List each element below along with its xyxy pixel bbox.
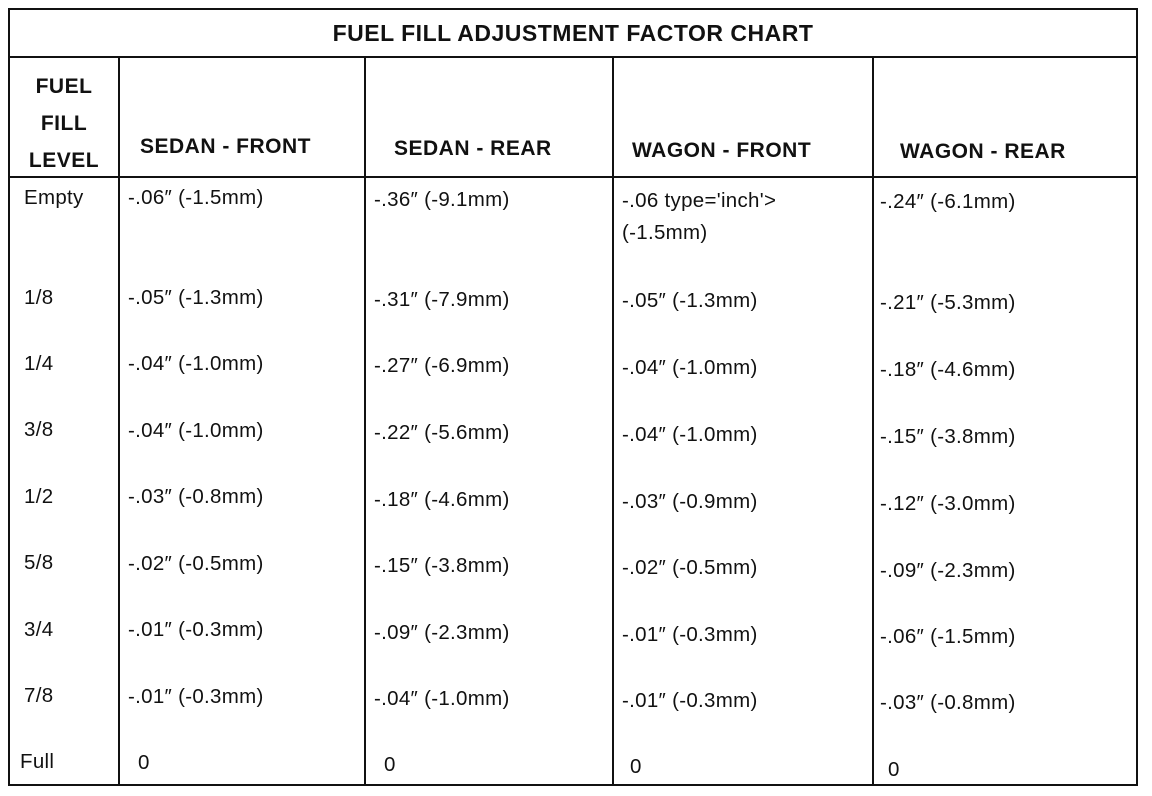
sedan-rear-cell: -.27″ (-6.9mm) [374,354,510,377]
wagon-front-cell: -.03″ (-0.9mm) [622,490,758,513]
header-level-line: FUEL [35,75,93,98]
wagon-rear-cell: -.24″ (-6.1mm) [880,190,1016,213]
wagon-rear-cell: -.06″ (-1.5mm) [880,625,1016,648]
wagon-front-cell: -.01″ (-0.3mm) [622,623,758,646]
sedan-rear-cell: -.09″ (-2.3mm) [374,621,510,644]
header-fuel-fill-level [14,68,114,179]
column-divider [118,58,120,784]
sedan-front-cell: -.04″ (-1.0mm) [128,419,264,442]
sedan-rear-cell: -.31″ (-7.9mm) [374,288,510,311]
level-cell: 3/4 [24,618,54,641]
sedan-rear-cell: -.04″ (-1.0mm) [374,687,510,710]
header-level-line: LEVEL [28,149,100,172]
wagon-rear-cell: -.21″ (-5.3mm) [880,291,1016,314]
sedan-front-cell: -.01″ (-0.3mm) [128,685,264,708]
chart-title: FUEL FILL ADJUSTMENT FACTOR CHART [10,10,1136,58]
wagon-front-cell-line: (-1.5mm) [622,221,708,244]
sedan-front-cell: -.02″ (-0.5mm) [128,552,264,575]
level-cell: 3/8 [24,418,54,441]
level-cell: 7/8 [24,684,54,707]
wagon-rear-cell: 0 [888,758,900,781]
wagon-rear-cell: -.09″ (-2.3mm) [880,559,1016,582]
wagon-front-cell: -.05″ (-1.3mm) [622,289,758,312]
header-wagon-front: WAGON - FRONT [632,139,812,162]
header-sedan-rear: SEDAN - REAR [394,137,552,160]
wagon-front-cell: -.04″ (-1.0mm) [622,423,758,446]
sedan-rear-cell: -.18″ (-4.6mm) [374,488,510,511]
column-divider [612,58,614,784]
sedan-front-cell: 0 [138,751,150,774]
fuel-fill-chart [8,8,1138,786]
sedan-front-cell: -.01″ (-0.3mm) [128,618,264,641]
sedan-rear-cell: -.22″ (-5.6mm) [374,421,510,444]
wagon-rear-cell: -.12″ (-3.0mm) [880,492,1016,515]
wagon-front-cell-line: -.06 type='inch'> [622,189,777,212]
wagon-front-cell: -.02″ (-0.5mm) [622,556,758,579]
level-cell: Full [20,750,55,773]
sedan-front-cell: -.05″ (-1.3mm) [128,286,264,309]
sedan-rear-cell: -.15″ (-3.8mm) [374,554,510,577]
wagon-rear-cell: -.18″ (-4.6mm) [880,358,1016,381]
sedan-front-cell: -.04″ (-1.0mm) [128,352,264,375]
wagon-front-cell: -.04″ (-1.0mm) [622,356,758,379]
wagon-front-cell [622,185,776,249]
header-level-line: FILL [40,112,88,135]
sedan-rear-cell: 0 [384,753,396,776]
level-cell: 1/4 [24,352,54,375]
header-wagon-rear: WAGON - REAR [900,140,1066,163]
level-cell: 1/8 [24,286,54,309]
header-sedan-front: SEDAN - FRONT [140,135,311,158]
sedan-rear-cell: -.36″ (-9.1mm) [374,188,510,211]
sedan-front-cell: -.03″ (-0.8mm) [128,485,264,508]
wagon-front-cell: 0 [630,755,642,778]
wagon-rear-cell: -.03″ (-0.8mm) [880,691,1016,714]
level-cell: 5/8 [24,551,54,574]
sedan-front-cell: -.06″ (-1.5mm) [128,186,264,209]
column-divider [364,58,366,784]
wagon-rear-cell: -.15″ (-3.8mm) [880,425,1016,448]
level-cell: Empty [24,186,84,209]
column-divider [872,58,874,784]
wagon-front-cell: -.01″ (-0.3mm) [622,689,758,712]
level-cell: 1/2 [24,485,54,508]
header-divider [10,176,1136,178]
